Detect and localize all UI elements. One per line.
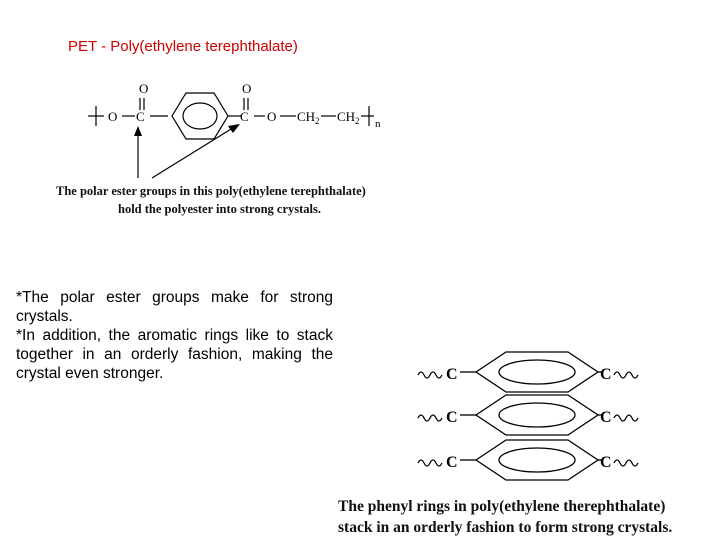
methylene-subscript: 2 bbox=[315, 116, 320, 126]
phenyl-ring bbox=[476, 395, 598, 435]
wavy-chain-left bbox=[418, 415, 442, 421]
bullet-item: *The polar ester groups make for strong crystals. bbox=[16, 289, 333, 325]
atom-oxygen-top-left: O bbox=[139, 81, 149, 96]
wavy-chain-right bbox=[614, 460, 638, 466]
methylene-group: CH bbox=[337, 109, 356, 124]
stack-caption-line2: stack in an orderly fashion to form strong crystals. bbox=[338, 519, 673, 536]
carbon-label: C bbox=[446, 454, 458, 471]
wavy-chain-left bbox=[418, 372, 442, 378]
carbon-label: C bbox=[446, 366, 458, 383]
phenyl-ring-inner bbox=[499, 360, 575, 384]
wavy-chain-right bbox=[614, 372, 638, 378]
bullet-item: *In addition, the aromatic rings like to stack together in an orderly fashion, making the crystal even stronger. bbox=[16, 327, 333, 382]
carbon-label: C bbox=[600, 366, 612, 383]
stack-caption bbox=[338, 496, 720, 538]
wavy-chain-right bbox=[614, 415, 638, 421]
carbon-label: C bbox=[446, 409, 458, 426]
carbon-label: C bbox=[600, 409, 612, 426]
carbon-label: C bbox=[600, 454, 612, 471]
methylene-group: CH bbox=[297, 109, 316, 124]
atom-carbon: C bbox=[136, 109, 145, 124]
structure-caption-line2: hold the polyester into strong crystals. bbox=[118, 202, 322, 216]
methylene-subscript: 2 bbox=[355, 116, 360, 126]
phenyl-ring bbox=[476, 440, 598, 480]
slide-title: PET - Poly(ethylene terephthalate) bbox=[68, 38, 298, 55]
atom-carbon: C bbox=[240, 109, 249, 124]
phenyl-ring-inner bbox=[499, 403, 575, 427]
phenyl-ring-inner bbox=[499, 448, 575, 472]
atom-oxygen: O bbox=[108, 109, 118, 124]
atom-oxygen-top-right: O bbox=[242, 81, 252, 96]
wavy-chain-left bbox=[418, 460, 442, 466]
repeat-unit-n: n bbox=[375, 118, 381, 130]
structure-caption-line1: The polar ester groups in this poly(ethylene terephthalate) bbox=[56, 184, 366, 198]
stack-caption-line1: The phenyl rings in poly(ethylene therephthalate) bbox=[338, 498, 666, 515]
phenyl-ring bbox=[476, 352, 598, 392]
atom-oxygen: O bbox=[267, 109, 277, 124]
